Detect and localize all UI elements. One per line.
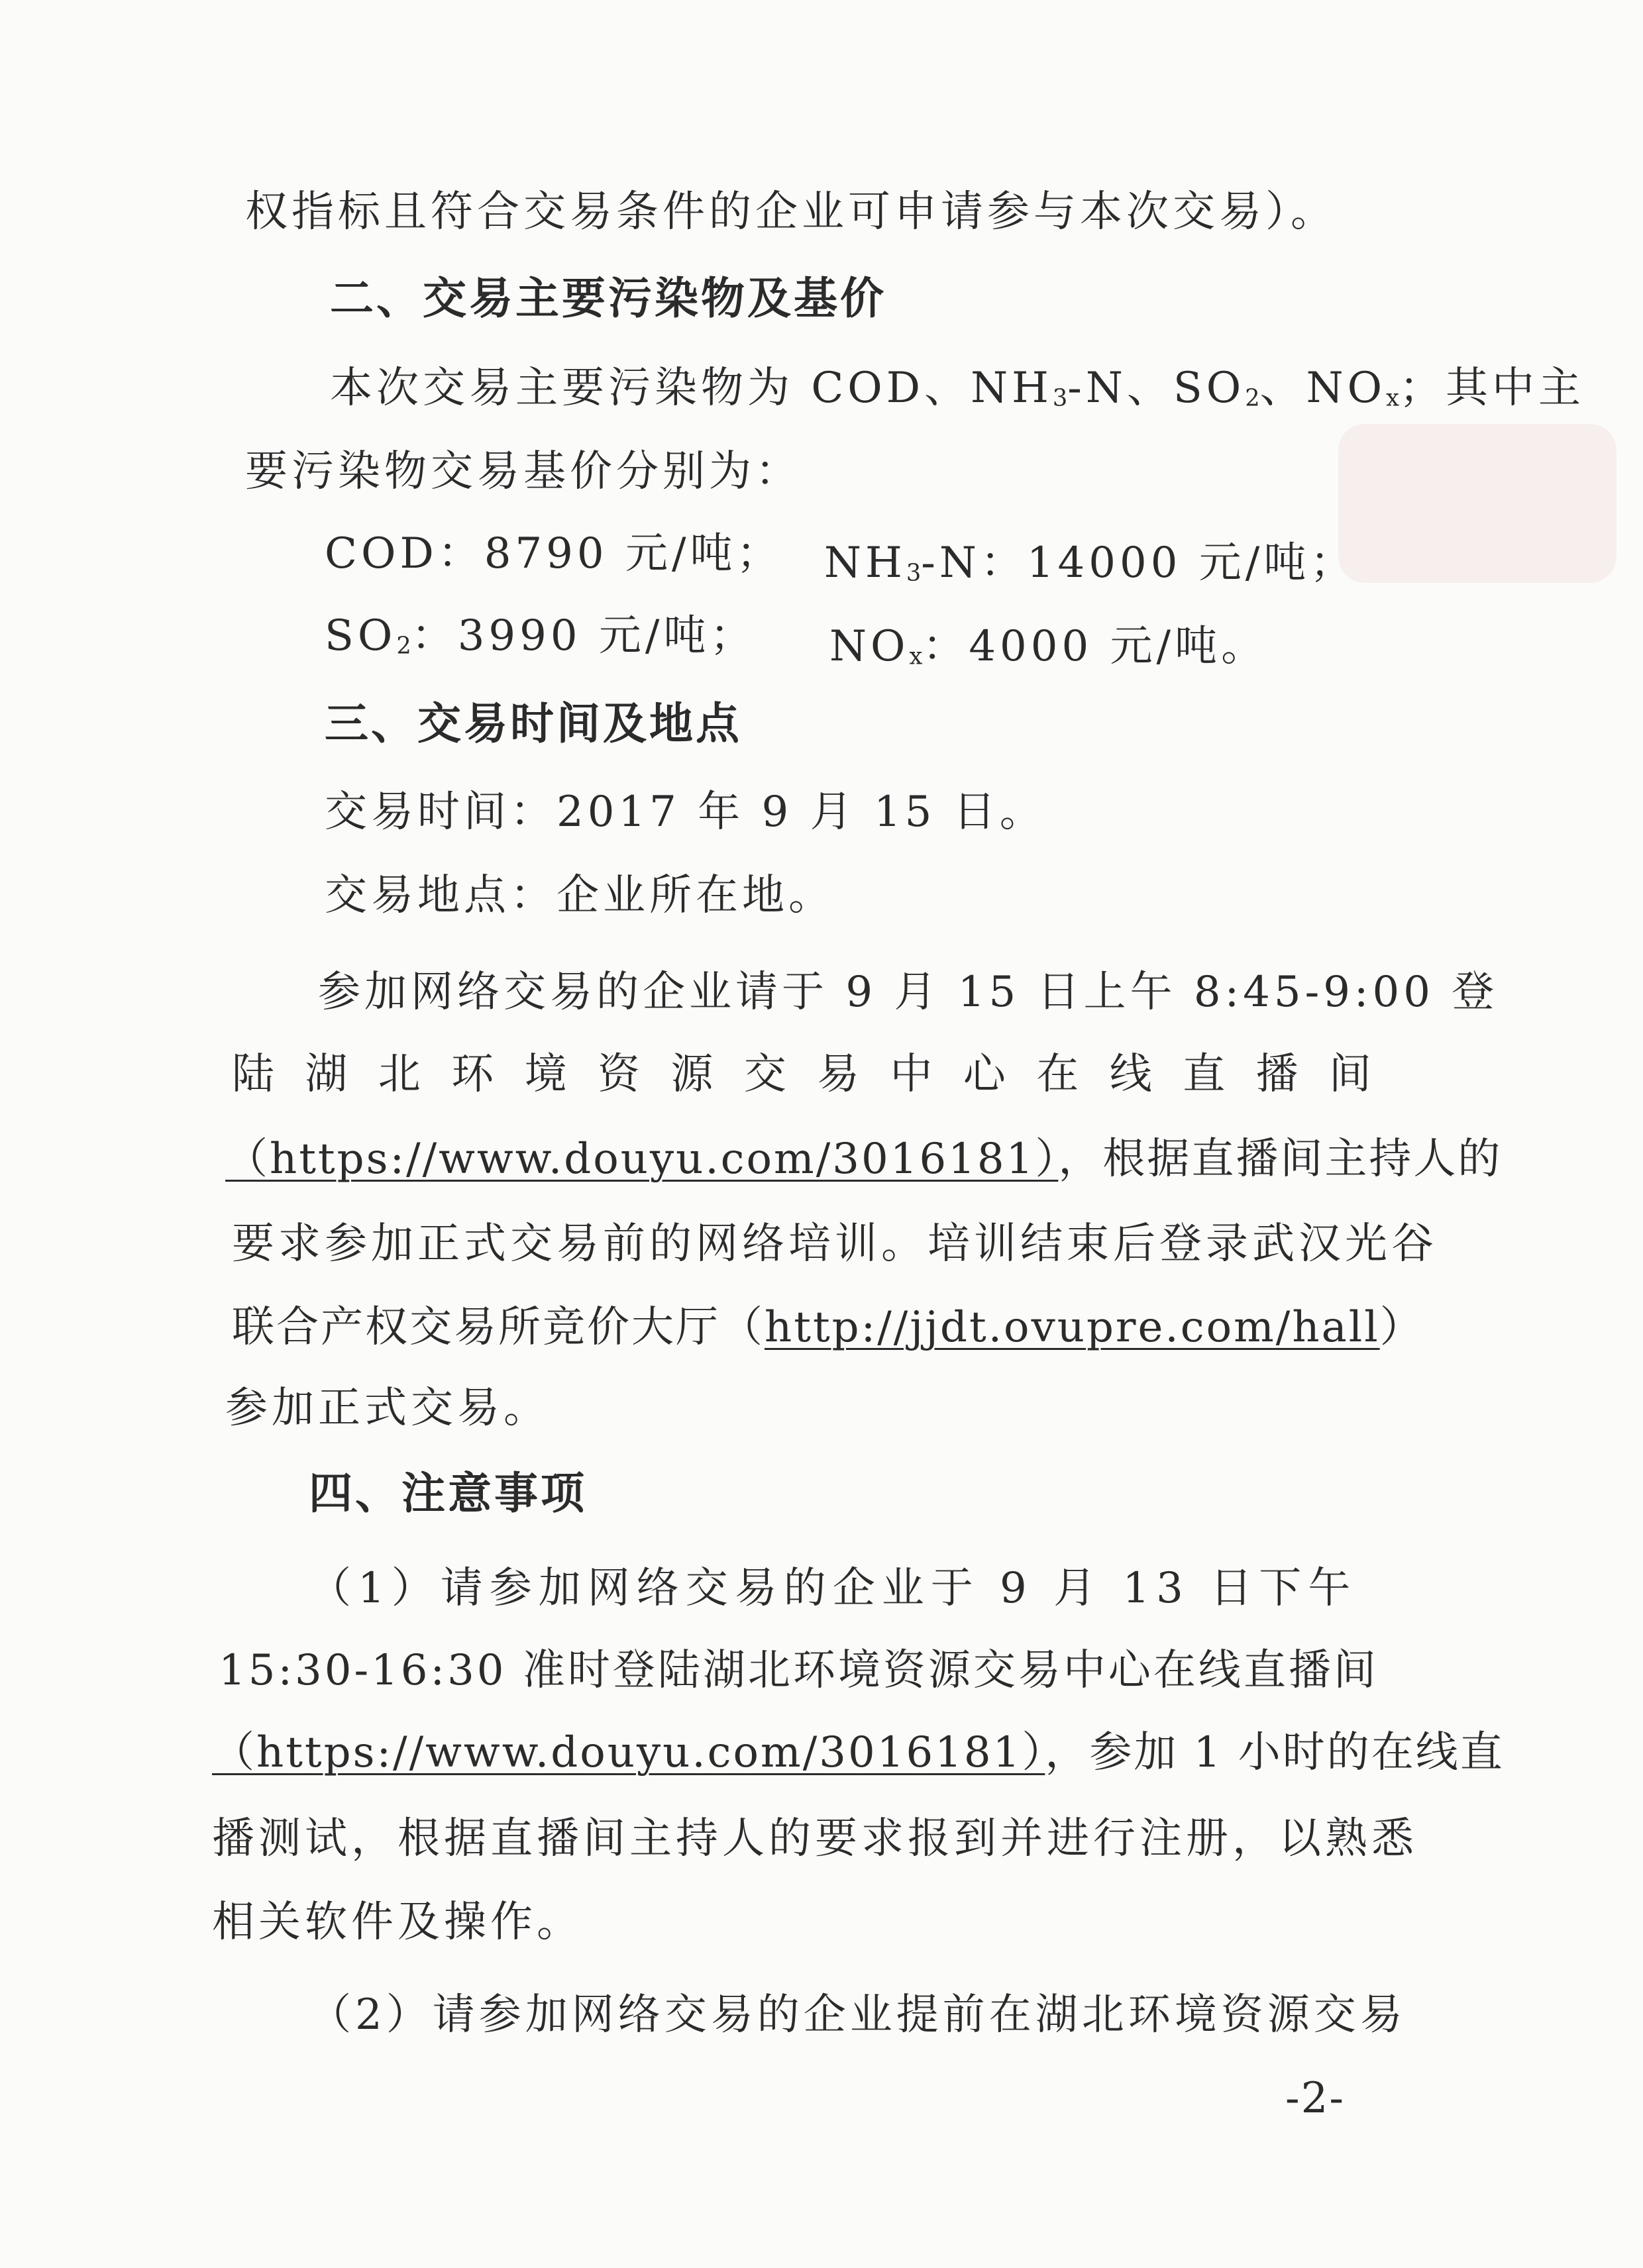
price-nox: $NO_x$：4000 元/吨。 <box>829 622 1268 671</box>
paragraph-line: （https://www.douyu.com/3016181），参加 1 小时的在线直 <box>212 1728 1505 1777</box>
price-cod: COD：8790 元/吨； <box>325 529 783 578</box>
paragraph-line: 本次交易主要污染物为 COD、$NH_3-N$、$SO_2$、$NO_x$；其中主 <box>330 364 1585 413</box>
trade-time: 交易时间：2017 年 9 月 15 日。 <box>325 788 1046 837</box>
paragraph-line: 联合产权交易所竞价大厅（http://jjdt.ovupre.com/hall） <box>232 1303 1424 1352</box>
section-heading-4: 四、注意事项 <box>309 1468 587 1519</box>
livestream-link[interactable]: （https://www.douyu.com/3016181） <box>212 1728 1045 1777</box>
bidding-hall-link[interactable]: http://jjdt.ovupre.com/hall <box>765 1303 1380 1352</box>
paragraph-line: 播测试，根据直播间主持人的要求报到并进行注册，以熟悉 <box>212 1814 1418 1863</box>
paragraph-line: （2）请参加网络交易的企业提前在湖北环境资源交易 <box>309 1990 1406 2039</box>
trade-place: 交易地点：企业所在地。 <box>325 871 835 920</box>
paragraph-line: 要污染物交易基价分别为： <box>245 447 802 496</box>
paragraph-line: 参加网络交易的企业请于 9 月 15 日上午 8:45-9:00 登 <box>318 968 1499 1017</box>
paragraph-line: （1）请参加网络交易的企业于 9 月 13 日下午 <box>309 1564 1357 1613</box>
price-nh3-n: $NH_3-N$：14000 元/吨； <box>824 539 1357 588</box>
paragraph-line: （https://www.douyu.com/3016181），根据直播间主持人的 <box>225 1135 1503 1184</box>
faint-seal-stamp <box>1338 424 1616 583</box>
page-number: -2- <box>1285 2074 1345 2123</box>
price-so2: $SO_2$：3990 元/吨； <box>325 611 757 660</box>
paragraph-line: 参加正式交易。 <box>225 1384 550 1433</box>
paragraph-line: 权指标且符合交易条件的企业可申请参与本次交易）。 <box>245 187 1337 236</box>
livestream-link[interactable]: （https://www.douyu.com/3016181） <box>225 1135 1059 1184</box>
paragraph-line: 15:30-16:30 准时登陆湖北环境资源交易中心在线直播间 <box>219 1646 1379 1695</box>
paragraph-line: 相关软件及操作。 <box>212 1898 583 1947</box>
paragraph-line: 陆 湖 北 环 境 资 源 交 易 中 心 在 线 直 播 间 <box>232 1050 1371 1099</box>
section-heading-2: 二、交易主要污染物及基价 <box>330 273 886 324</box>
section-heading-3: 三、交易时间及地点 <box>325 698 742 749</box>
paragraph-line: 要求参加正式交易前的网络培训。培训结束后登录武汉光谷 <box>232 1219 1438 1268</box>
